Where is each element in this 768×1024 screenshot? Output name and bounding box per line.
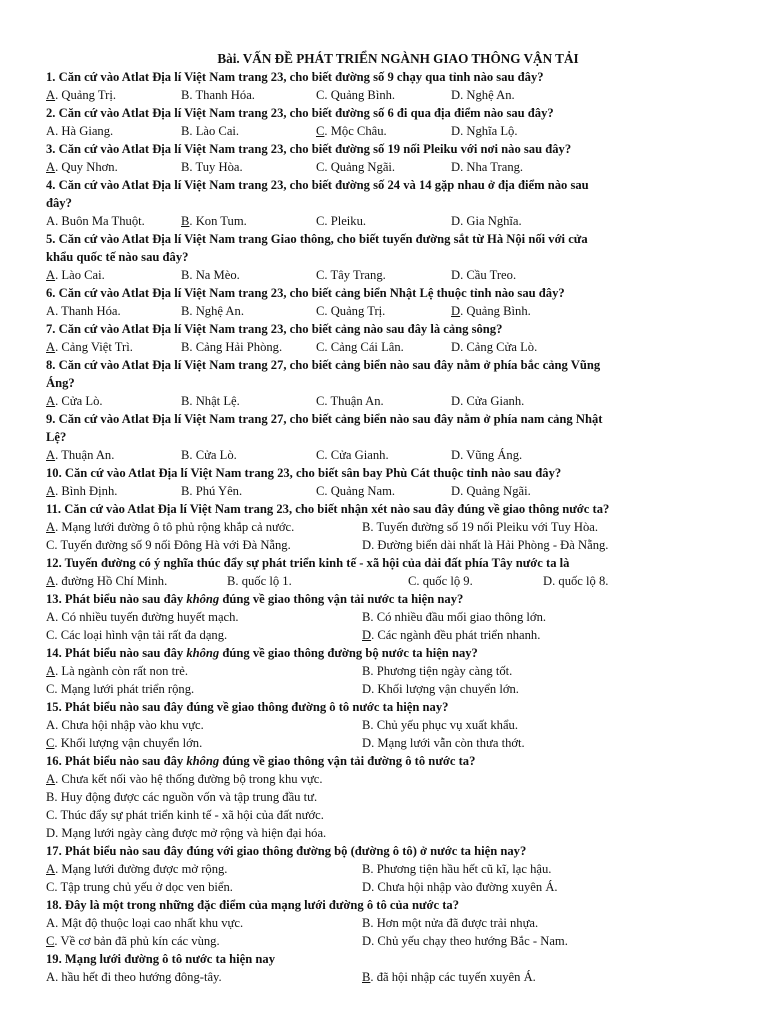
option-a: A. Mật độ thuộc loại cao nhất khu vực. xyxy=(46,916,244,930)
question-5: 5. Căn cứ vào Atlat Địa lí Việt Nam trang Giao thông, cho biết tuyến đường sắt từ Hà Nội nối với cửa xyxy=(46,232,588,246)
option-a: A. Buôn Ma Thuột. xyxy=(46,214,145,228)
option-d: D. Chủ yếu chạy theo hướng Bắc - Nam. xyxy=(362,934,568,948)
page-title: Bài. VẤN ĐỀ PHÁT TRIỂN NGÀNH GIAO THÔNG VẬN TẢI xyxy=(217,51,579,66)
question-11: 11. Căn cứ vào Atlat Địa lí Việt Nam trang 23, cho biết nhận xét nào sau đây đúng về giao thông nước ta? xyxy=(46,502,610,516)
option-c: C. Quảng Ngãi. xyxy=(316,160,396,174)
question-19: 19. Mạng lưới đường ô tô nước ta hiện nay xyxy=(46,952,276,966)
question-15: 15. Phát biểu nào sau đây đúng về giao thông đường ô tô nước ta hiện nay? xyxy=(46,700,449,714)
option-d: D. Các ngành đều phát triển nhanh. xyxy=(362,628,541,642)
option-c: C. Thúc đẩy sự phát triển kinh tế - xã hội của đất nước. xyxy=(46,808,324,822)
option-c: C. Pleiku. xyxy=(316,214,367,228)
option-b: B. Thanh Hóa. xyxy=(181,88,255,102)
option-a: A. Mạng lưới đường ô tô phủ rộng khắp cả nước. xyxy=(46,520,295,534)
option-b: B. Huy động được các nguồn vốn và tập trung đầu tư. xyxy=(46,790,318,804)
option-d: D. Mạng lưới ngày càng được mở rộng và hiện đại hóa. xyxy=(46,826,327,840)
question-12: 12. Tuyến đường có ý nghĩa thúc đẩy sự phát triển kinh tế - xã hội của dải đất phía Tây nước ta là xyxy=(46,556,570,570)
options-12 xyxy=(46,572,750,590)
option-a: A. Hà Giang. xyxy=(46,124,114,138)
question-5-cont: khẩu quốc tế nào sau đây? xyxy=(46,250,189,264)
option-a: A. Mạng lưới đường được mở rộng. xyxy=(46,862,228,876)
question-1: 1. Căn cứ vào Atlat Địa lí Việt Nam trang 23, cho biết đường số 9 chạy qua tỉnh nào sau đây? xyxy=(46,70,544,84)
question-4-cont: đây? xyxy=(46,196,72,210)
option-d: D. Nghĩa Lộ. xyxy=(451,124,518,138)
option-a: A. hầu hết đi theo hướng đông-tây. xyxy=(46,970,222,984)
option-b: B. Lào Cai. xyxy=(181,124,240,138)
option-b: B. Hơn một nửa đã được trải nhựa. xyxy=(362,916,539,930)
option-b: B. Chủ yếu phục vụ xuất khẩu. xyxy=(362,718,519,732)
option-c: C. Tây Trang. xyxy=(316,268,386,282)
option-c: C. Các loại hình vận tải rất đa dạng. xyxy=(46,628,228,642)
option-d: D. Chưa hội nhập vào đường xuyên Á. xyxy=(362,880,558,894)
option-c: C. Mạng lưới phát triển rộng. xyxy=(46,682,195,696)
option-a: A. đường Hồ Chí Minh. xyxy=(46,574,168,588)
option-b: B. Nghệ An. xyxy=(181,304,244,318)
options-19-ab xyxy=(46,968,750,986)
option-a: A. Chưa hội nhập vào khu vực. xyxy=(46,718,204,732)
option-b: B. Kon Tum. xyxy=(181,214,247,228)
options-14-ab xyxy=(46,662,750,680)
question-4: 4. Căn cứ vào Atlat Địa lí Việt Nam trang 23, cho biết đường số 24 và 14 gặp nhau ở địa điểm nào sau xyxy=(46,178,589,192)
option-a: A. Quy Nhơn. xyxy=(46,160,118,174)
question-8: 8. Căn cứ vào Atlat Địa lí Việt Nam trang 27, cho biết cảng biển nào sau đây nằm ở phía bắc cảng Vũng xyxy=(46,358,601,372)
options-6 xyxy=(46,302,750,320)
options-1 xyxy=(46,86,750,104)
option-b: B. Tuy Hòa. xyxy=(181,160,243,174)
options-11-ab xyxy=(46,518,750,536)
option-a: A. Thanh Hóa. xyxy=(46,304,121,318)
option-c: C. Quảng Nam. xyxy=(316,484,396,498)
option-b: B. Có nhiều đầu mối giao thông lớn. xyxy=(362,610,547,624)
option-a: A. Có nhiều tuyến đường huyết mạch. xyxy=(46,610,239,624)
options-14-cd xyxy=(46,680,750,698)
question-9-cont: Lệ? xyxy=(46,430,67,444)
option-b: B. quốc lộ 1. xyxy=(227,574,292,588)
option-a: A. Chưa kết nối vào hệ thống đường bộ trong khu vực. xyxy=(46,772,323,786)
option-a: A. Cửa Lò. xyxy=(46,394,103,408)
options-5 xyxy=(46,266,750,284)
option-a: A. Lào Cai. xyxy=(46,268,105,282)
option-d: D. Khối lượng vận chuyển lớn. xyxy=(362,682,519,696)
option-c: C. Cửa Gianh. xyxy=(316,448,389,462)
options-4 xyxy=(46,212,750,230)
option-b: B. Na Mèo. xyxy=(181,268,240,282)
options-13-ab xyxy=(46,608,750,626)
options-15-ab xyxy=(46,716,750,734)
option-b: B. Cảng Hải Phòng. xyxy=(181,340,283,354)
options-2 xyxy=(46,122,750,140)
option-d: D. Cửa Gianh. xyxy=(451,394,525,408)
option-d: D. quốc lộ 8. xyxy=(543,574,609,588)
options-8 xyxy=(46,392,750,410)
option-b: B. Cửa Lò. xyxy=(181,448,237,462)
question-13: 13. Phát biểu nào sau đây không đúng về giao thông vận tải nước ta hiện nay? xyxy=(46,592,464,606)
option-d: D. Mạng lưới vẫn còn thưa thớt. xyxy=(362,736,525,750)
option-b: B. Nhật Lệ. xyxy=(181,394,240,408)
option-d: D. Cầu Treo. xyxy=(451,268,517,282)
question-17: 17. Phát biểu nào sau đây đúng với giao thông đường bộ (đường ô tô) ở nước ta hiện nay? xyxy=(46,844,527,858)
question-14: 14. Phát biểu nào sau đây không đúng về giao thông đường bộ nước ta hiện nay? xyxy=(46,646,478,660)
options-15-cd xyxy=(46,734,750,752)
option-d: D. Nha Trang. xyxy=(451,160,524,174)
options-17-cd xyxy=(46,878,750,896)
option-c: C. Tuyến đường số 9 nối Đông Hà với Đà Nẵng. xyxy=(46,538,291,552)
question-9: 9. Căn cứ vào Atlat Địa lí Việt Nam trang 27, cho biết cảng biển nào sau đây nằm ở phía nam cảng Nhật xyxy=(46,412,603,426)
option-d: D. Quảng Ngãi. xyxy=(451,484,531,498)
option-c: C. Quảng Bình. xyxy=(316,88,396,102)
option-a: A. Quảng Trị. xyxy=(46,88,116,102)
option-a: A. Bình Định. xyxy=(46,484,118,498)
option-d: D. Vũng Áng. xyxy=(451,448,523,462)
options-13-cd xyxy=(46,626,750,644)
option-b: B. Phương tiện hầu hết cũ kĩ, lạc hậu. xyxy=(362,862,552,876)
option-d: D. Nghệ An. xyxy=(451,88,515,102)
question-6: 6. Căn cứ vào Atlat Địa lí Việt Nam trang 23, cho biết cảng biển Nhật Lệ thuộc tỉnh nào sau đây? xyxy=(46,286,565,300)
options-17-ab xyxy=(46,860,750,878)
question-16: 16. Phát biểu nào sau đây không đúng về giao thông vận tải đường ô tô nước ta? xyxy=(46,754,476,768)
option-c: C. Thuận An. xyxy=(316,394,384,408)
question-10: 10. Căn cứ vào Atlat Địa lí Việt Nam trang 23, cho biết sân bay Phù Cát thuộc tỉnh nào sau đây? xyxy=(46,466,562,480)
question-2: 2. Căn cứ vào Atlat Địa lí Việt Nam trang 23, cho biết đường số 6 đi qua địa điểm nào sau đây? xyxy=(46,106,554,120)
question-3: 3. Căn cứ vào Atlat Địa lí Việt Nam trang 23, cho biết đường số 19 nối Pleiku với nơi nào sau đây? xyxy=(46,142,572,156)
option-c: C. Quảng Trị. xyxy=(316,304,386,318)
option-d: D. Đường biển dài nhất là Hải Phòng - Đà Nẵng. xyxy=(362,538,609,552)
options-7 xyxy=(46,338,750,356)
option-d: D. Gia Nghĩa. xyxy=(451,214,522,228)
option-a: A. Là ngành còn rất non trẻ. xyxy=(46,664,188,678)
option-c: C. Cảng Cái Lân. xyxy=(316,340,404,354)
option-b: B. đã hội nhập các tuyến xuyên Á. xyxy=(362,970,536,984)
option-a: A. Cảng Việt Trì. xyxy=(46,340,133,354)
option-d: D. Quảng Bình. xyxy=(451,304,531,318)
option-c: C. Khối lượng vận chuyển lớn. xyxy=(46,736,203,750)
options-10 xyxy=(46,482,750,500)
options-18-cd xyxy=(46,932,750,950)
question-7: 7. Căn cứ vào Atlat Địa lí Việt Nam trang 23, cho biết cảng nào sau đây là cảng sông? xyxy=(46,322,503,336)
question-18: 18. Đây là một trong những đặc điểm của mạng lưới đường ô tô của nước ta? xyxy=(46,898,460,912)
option-d: D. Cảng Cửa Lò. xyxy=(451,340,538,354)
options-3 xyxy=(46,158,750,176)
option-b: B. Phú Yên. xyxy=(181,484,243,498)
option-b: B. Tuyến đường số 19 nối Pleiku với Tuy Hòa. xyxy=(362,520,599,534)
option-a: A. Thuận An. xyxy=(46,448,115,462)
option-c: C. Về cơ bản đã phủ kín các vùng. xyxy=(46,934,220,948)
options-11-cd xyxy=(46,536,750,554)
option-c: C. quốc lộ 9. xyxy=(408,574,473,588)
options-18-ab xyxy=(46,914,750,932)
option-b: B. Phương tiện ngày càng tốt. xyxy=(362,664,513,678)
question-8-cont: Áng? xyxy=(46,376,75,390)
option-c: C. Tập trung chủ yếu ở dọc ven biển. xyxy=(46,880,233,894)
options-9 xyxy=(46,446,750,464)
option-c: C. Mộc Châu. xyxy=(316,124,387,138)
